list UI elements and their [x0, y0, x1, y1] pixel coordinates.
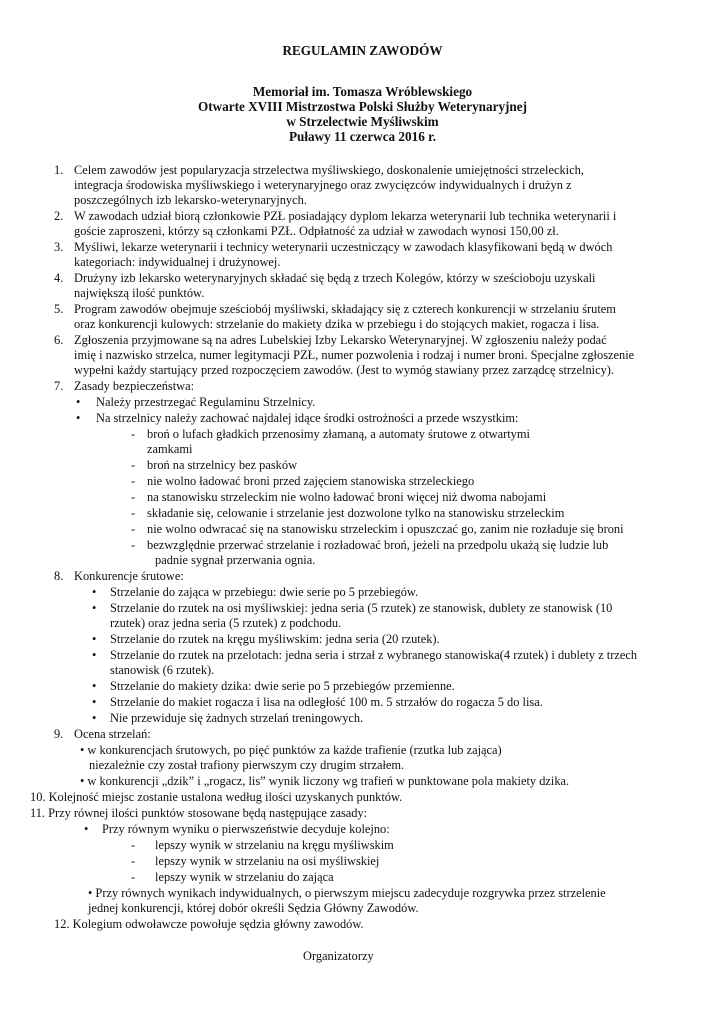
bullet: •: [92, 601, 97, 615]
text-line: Strzelanie do rzutek na osi myśliwskiej: jedna seria (5 rzutek) ze stanowisk, dublety ze stanowisk (10: [110, 601, 613, 615]
text-line: • w konkurencjach śrutowych, po pięć punktów za każde trafienie (rzutka lub zająca): [80, 743, 502, 757]
text-line: zamkami: [147, 442, 193, 456]
text-line: 10. Kolejność miejsc zostanie ustalona według ilości uzyskanych punktów.: [30, 790, 403, 804]
subtitle-championship: Otwarte XVIII Mistrzostwa Polski Służby Weterynaryjnej: [197, 99, 528, 114]
text-line: Strzelanie do rzutek na przelotach: jedna seria i strzał z wybranego stanowiska(4 rzutek) i dublety z trzech: [110, 648, 638, 662]
text-line: poszczególnych izb lekarsko-weterynaryjnych.: [74, 193, 307, 207]
text-line: Strzelanie do zająca w przebiegu: dwie serie po 5 przebiegów.: [110, 585, 419, 599]
bullet: •: [92, 585, 97, 599]
item-number: 8.: [54, 569, 64, 583]
item-number: 1.: [54, 163, 64, 177]
bullet: •: [92, 648, 97, 662]
text-line: Zgłoszenia przyjmowane są na adres Lubelskiej Izby Lekarsko Weterynaryjnej. W zgłoszeniu należy podać: [74, 333, 607, 347]
text-line: jednej konkurencji, której dobór określi Sędzia Główny Zawodów.: [88, 901, 419, 915]
text-line: Należy przestrzegać Regulaminu Strzelnicy.: [96, 395, 316, 409]
text-line: Konkurencje śrutowe:: [74, 569, 184, 583]
text-line: stanowisk (6 rzutek).: [110, 663, 215, 677]
item-number: 2.: [54, 209, 64, 223]
subtitle-discipline: w Strzelectwie Myśliwskim: [286, 114, 439, 129]
text-line: broń na strzelnicy bez pasków: [147, 458, 298, 472]
item-number: 5.: [54, 302, 64, 316]
text-line: 12. Kolegium odwoławcze powołuje sędzia główny zawodów.: [54, 917, 364, 931]
text-line: oraz konkurencji kulowych: strzelanie do makiety dzika w przebiegu i do stojących makiet, rogacza i lisa.: [74, 317, 600, 331]
dash: -: [131, 838, 136, 852]
dash: -: [131, 474, 136, 488]
text-line: niezależnie czy został trafiony pierwszym czy drugim strzałem.: [89, 758, 405, 772]
bullet: •: [92, 695, 97, 709]
text-line: Nie przewiduje się żadnych strzelań treningowych.: [110, 711, 364, 725]
text-line: Celem zawodów jest popularyzacja strzelectwa myśliwskiego, doskonalenie umiejętności strzeleckich,: [74, 163, 584, 177]
text-line: imię i nazwisko strzelca, numer legitymacji PZŁ, numer pozwolenia i rodzaj i numer broni. Specjalne zgłoszenie: [74, 348, 635, 362]
text-line: rzutek) oraz jedna seria (5 rzutek) z podchodu.: [110, 616, 342, 630]
text-line: • Przy równych wynikach indywidualnych, o pierwszym miejscu zadecyduje rozgrywka przez strzelenie: [88, 886, 606, 900]
item-number: 4.: [54, 271, 64, 285]
bullet: •: [92, 679, 97, 693]
text-line: W zawodach udział biorą członkowie PZŁ posiadający dyplom lekarza weterynarii lub technika weterynarii i: [74, 209, 617, 223]
text-line: Zasady bezpieczeństwa:: [74, 379, 195, 393]
text-line: Ocena strzelań:: [74, 727, 151, 741]
text-line: 11. Przy równej ilości punktów stosowane będą następujące zasady:: [30, 806, 368, 820]
subtitle-place-date: Puławy 11 czerwca 2016 r.: [288, 129, 437, 144]
text-line: największą ilość punktów.: [74, 286, 205, 300]
item-number: 6.: [54, 333, 64, 347]
text-line: na stanowisku strzeleckim nie wolno ładować broni więcej niż dwoma nabojami: [147, 490, 547, 504]
bullet: •: [76, 411, 81, 425]
item-number: 7.: [54, 379, 64, 393]
document-title: REGULAMIN ZAWODÓW: [282, 43, 443, 58]
text-line: kategoriach: indywidualnej i drużynowej.: [74, 255, 281, 269]
subtitle-memorial: Memoriał im. Tomasza Wróblewskiego: [252, 84, 473, 99]
dash: -: [131, 854, 136, 868]
text-line: nie wolno ładować broni przed zajęciem stanowiska strzeleckiego: [147, 474, 475, 488]
dash: -: [131, 522, 136, 536]
text-line: Strzelanie do rzutek na kręgu myśliwskim: jedna seria (20 rzutek).: [110, 632, 440, 646]
text-line: Strzelanie do makiety dzika: dwie serie po 5 przebiegów przemienne.: [110, 679, 455, 693]
text-line: lepszy wynik w strzelaniu na osi myśliwskiej: [155, 854, 380, 868]
bullet: •: [76, 395, 81, 409]
text-line: Przy równym wyniku o pierwszeństwie decyduje kolejno:: [102, 822, 390, 836]
dash: -: [131, 538, 136, 552]
text-line: Myśliwi, lekarze weterynarii i technicy weterynarii uczestniczący w zawodach klasyfikowani będą w dwóch: [74, 240, 613, 254]
text-line: bezwzględnie przerwać strzelanie i rozładować broń, jeżeli na przedpolu ukażą się ludzie lub: [147, 538, 609, 552]
bullet: •: [92, 632, 97, 646]
bullet: •: [84, 822, 89, 836]
text-line: goście zaproszeni, którzy są członkami PZŁ. Odpłatność za udział w zawodach wynosi 150,00 zł.: [74, 224, 559, 238]
item-number: 3.: [54, 240, 64, 254]
text-line: Drużyny izb lekarsko weterynaryjnych składać się będą z trzech Kolegów, którzy w sześcioboju uzyskali: [74, 271, 596, 285]
dash: -: [131, 490, 136, 504]
text-line: • w konkurencji „dzik” i „rogacz, lis” wynik liczony wg trafień w punktowane pola makiety dzika.: [80, 774, 570, 788]
dash: -: [131, 458, 136, 472]
text-line: broń o lufach gładkich przenosimy złamaną, a automaty śrutowe z otwartymi: [147, 427, 530, 441]
text-line: wypełni każdy startujący przed rozpoczęciem zawodów. (Jest to wymóg stawiany przez zarządcę strzelnicy).: [74, 363, 615, 377]
text-line: nie wolno odwracać się na stanowisku strzeleckim i opuszczać go, zanim nie rozładuje się broni: [147, 522, 624, 536]
item-number: 9.: [54, 727, 64, 741]
text-line: lepszy wynik w strzelaniu na kręgu myśliwskim: [155, 838, 394, 852]
text-line: składanie się, celowanie i strzelanie jest dozwolone tylko na stanowisku strzeleckim: [147, 506, 565, 520]
text-line: lepszy wynik w strzelaniu do zająca: [155, 870, 334, 884]
text-line: padnie sygnał przerwania ognia.: [155, 553, 316, 567]
text-line: integracja środowiska myśliwskiego i weterynaryjnego oraz zwycięzców indywidualnych i drużyn z: [74, 178, 572, 192]
bullet: •: [92, 711, 97, 725]
dash: -: [131, 506, 136, 520]
text-line: Program zawodów obejmuje sześciobój myśliwski, składający się z czterech konkurencji w strzelaniu śrutem: [74, 302, 616, 316]
dash: -: [131, 870, 136, 884]
text-line: Na strzelnicy należy zachować najdalej idące środki ostrożności a przede wszystkim:: [96, 411, 519, 425]
signature-organizers: Organizatorzy: [303, 949, 374, 963]
text-line: Strzelanie do makiet rogacza i lisa na odległość 100 m. 5 strzałów do rogacza 5 do lisa.: [110, 695, 543, 709]
dash: -: [131, 427, 136, 441]
